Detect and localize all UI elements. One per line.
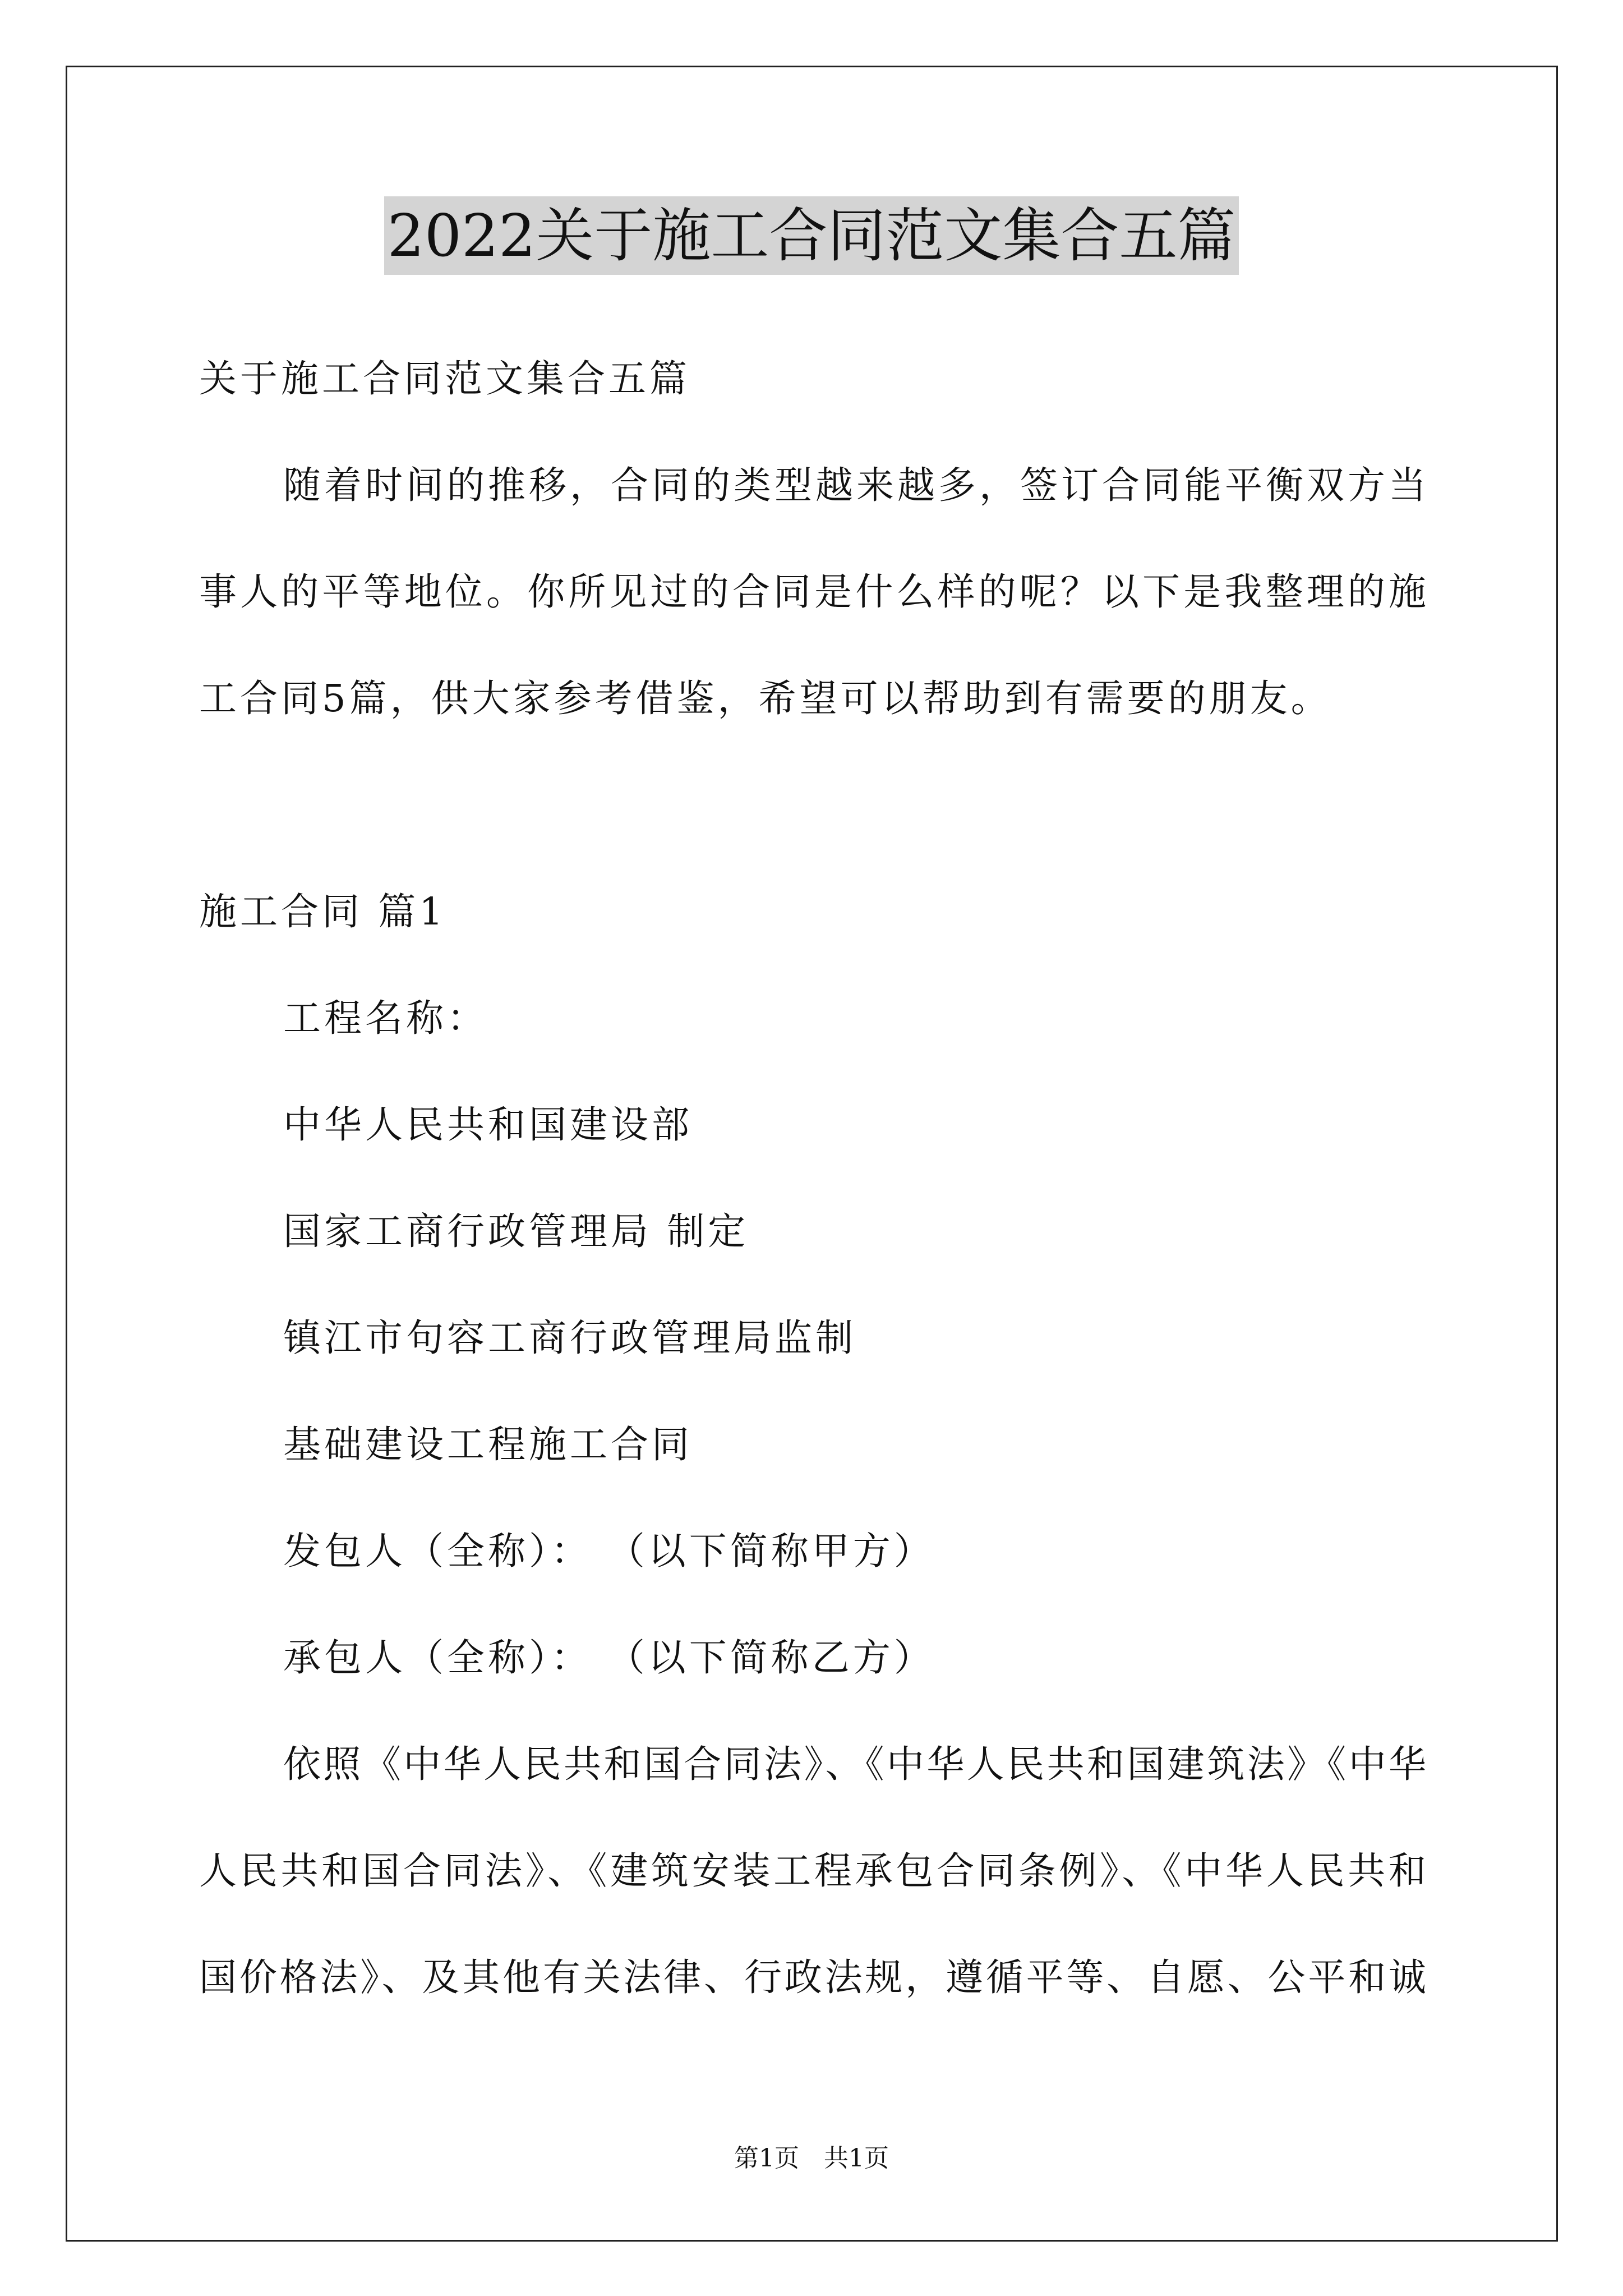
law-line-3: 国价格法》、及其他有关法律、行政法规，遵循平等、自愿、公平和诚 xyxy=(199,1955,1426,1999)
supervisor: 镇江市句容工商行政管理局监制 xyxy=(283,1316,856,1360)
document-title: 2022关于施工合同范文集合五篇 xyxy=(384,196,1239,275)
section-heading: 施工合同 篇1 xyxy=(199,890,446,933)
intro-line-1: 随着时间的推移，合同的类型越来越多，签订合同能平衡双方当 xyxy=(283,463,1426,507)
issuer-ministry: 中华人民共和国建设部 xyxy=(283,1103,693,1147)
page-footer: 第1页 共1页 xyxy=(734,2144,889,2173)
law-line-1: 依照《中华人民共和国合同法》、《中华人民共和国建筑法》《中华 xyxy=(283,1742,1426,1786)
contract-name: 基础建设工程施工合同 xyxy=(283,1423,693,1466)
issuer-bureau: 国家工商行政管理局 制定 xyxy=(283,1209,749,1253)
law-line-2: 人民共和国合同法》、《建筑安装工程承包合同条例》、《中华人民共和 xyxy=(199,1849,1426,1893)
party-b-line: 承包人（全称）： （以下简称乙方） xyxy=(283,1636,935,1680)
intro-line-2: 事人的平等地位。你所见过的合同是什么样的呢？以下是我整理的施 xyxy=(199,570,1426,614)
party-a-line: 发包人（全称）： （以下简称甲方） xyxy=(283,1529,935,1573)
project-name-label: 工程名称： xyxy=(283,996,488,1040)
intro-line-3: 工合同5篇，供大家参考借鉴，希望可以帮助到有需要的朋友。 xyxy=(199,677,1332,720)
subtitle: 关于施工合同范文集合五篇 xyxy=(199,357,690,401)
